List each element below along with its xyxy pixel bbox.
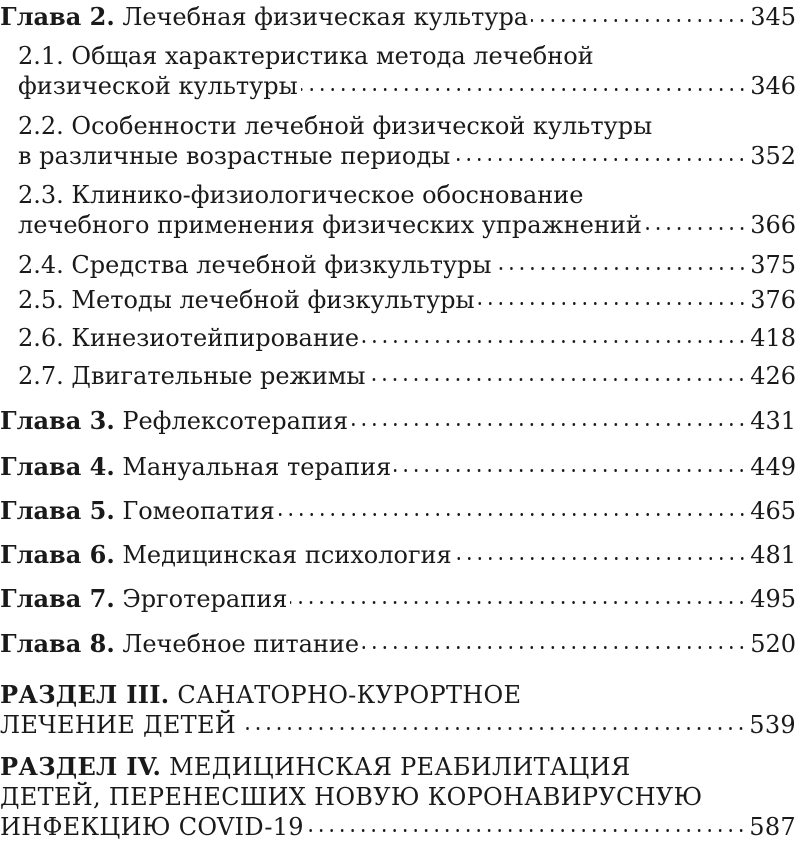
part-title-line-1: МЕДИЦИНСКАЯ РЕАБИЛИТАЦИЯ: [169, 753, 631, 781]
page-number: 539: [749, 711, 796, 739]
page-number: 495: [750, 585, 796, 613]
chapter-label: Глава 8.: [0, 629, 115, 658]
dot-leader: [478, 302, 748, 305]
chapter-title: Гомеопатия: [122, 497, 275, 525]
part-title-line-2: ДЕТЕЙ, ПЕРЕНЕСШИХ НОВУЮ КОРОНАВИРУСНУЮ: [0, 783, 703, 811]
page-number: 418: [750, 324, 796, 352]
page-number: 345: [750, 3, 796, 31]
section-title-line-2: физической культуры: [18, 72, 298, 100]
toc-entry-chapter-3[interactable]: [0, 406, 796, 436]
part-title-line-3: ИНФЕКЦИЮ COVID-19: [0, 813, 304, 841]
chapter-label: Глава 4.: [0, 452, 115, 481]
chapter-title: Эрготерапия: [122, 585, 288, 613]
toc-entry-section-2-3[interactable]: [18, 180, 796, 240]
page-number: 481: [750, 541, 796, 569]
dot-leader: [307, 829, 746, 832]
page-number: 465: [750, 497, 796, 525]
dot-leader: [531, 19, 747, 22]
chapter-label: Глава 6.: [0, 540, 115, 569]
dot-leader: [368, 378, 747, 381]
dot-leader: [495, 267, 748, 270]
section-title-line-1: 2.1. Общая характеристика метода лечебной: [18, 42, 594, 70]
dot-leader: [362, 646, 747, 649]
page-number: 426: [750, 362, 796, 390]
toc-entry-chapter-8[interactable]: [0, 629, 796, 659]
section-title: 2.6. Кинезиотейпирование: [18, 324, 360, 352]
page-number: 376: [750, 286, 796, 314]
page-number: 375: [750, 251, 796, 279]
page-number: 587: [749, 813, 796, 841]
section-title: 2.4. Средства лечебной физкультуры: [18, 251, 492, 279]
dot-leader: [362, 340, 747, 343]
toc-entry-chapter-5[interactable]: [0, 496, 796, 526]
page-number: 352: [750, 142, 796, 170]
dot-leader: [394, 469, 747, 472]
toc-entry-chapter-6[interactable]: [0, 540, 796, 570]
dot-leader: [278, 513, 747, 516]
dot-leader: [301, 88, 747, 91]
dot-leader: [455, 557, 748, 560]
toc-entry-section-2-5[interactable]: [18, 285, 796, 315]
dot-leader: [645, 227, 747, 230]
section-title: 2.5. Методы лечебной физкультуры: [18, 286, 475, 314]
toc-entry-part-3[interactable]: [0, 680, 796, 740]
section-title-line-1: 2.3. Клинико-физиологическое обоснование: [18, 181, 584, 209]
page-number: 449: [750, 453, 796, 481]
section-title-line-1: 2.2. Особенности лечебной физической культуры: [18, 112, 653, 140]
toc-entry-section-2-4[interactable]: [18, 250, 796, 280]
chapter-title: Рефлексотерапия: [122, 407, 349, 435]
section-title-line-2: в различные возрастные периоды: [18, 142, 451, 170]
dot-leader: [351, 423, 747, 426]
section-title-line-2: лечебного применения физических упражнений: [18, 211, 642, 239]
page-number: 431: [750, 407, 796, 435]
part-label: РАЗДЕЛ III.: [0, 680, 170, 709]
section-title: 2.7. Двигательные режимы: [18, 362, 366, 390]
chapter-label: Глава 3.: [0, 406, 115, 435]
chapter-title: Лечебная физическая культура: [122, 3, 529, 31]
chapter-title: Мануальная терапия: [122, 453, 392, 481]
page-number: 346: [750, 72, 796, 100]
dot-leader: [290, 601, 747, 604]
chapter-label: Глава 7.: [0, 584, 115, 613]
chapter-label: Глава 5.: [0, 496, 115, 525]
part-title-line-2: ЛЕЧЕНИЕ ДЕТЕЙ: [0, 711, 237, 739]
part-label: РАЗДЕЛ IV.: [0, 752, 162, 781]
toc-entry-section-2-1[interactable]: [18, 41, 796, 101]
toc-entry-section-2-7[interactable]: [18, 361, 796, 391]
dot-leader: [239, 727, 746, 730]
toc-entry-part-4[interactable]: [0, 752, 796, 842]
page-number: 366: [750, 211, 796, 239]
toc-entry-section-2-6[interactable]: [18, 323, 796, 353]
chapter-title: Медицинская психология: [122, 541, 452, 569]
chapter-title: Лечебное питание: [122, 630, 360, 658]
dot-leader: [453, 158, 747, 161]
part-title-line-1: САНАТОРНО-КУРОРТНОЕ: [177, 681, 522, 709]
chapter-label: Глава 2.: [0, 2, 115, 31]
toc-entry-chapter-7[interactable]: [0, 584, 796, 614]
toc-entry-chapter-2[interactable]: [0, 2, 796, 32]
toc-entry-section-2-2[interactable]: [18, 111, 796, 171]
page-number: 520: [750, 630, 796, 658]
toc-entry-chapter-4[interactable]: [0, 452, 796, 482]
